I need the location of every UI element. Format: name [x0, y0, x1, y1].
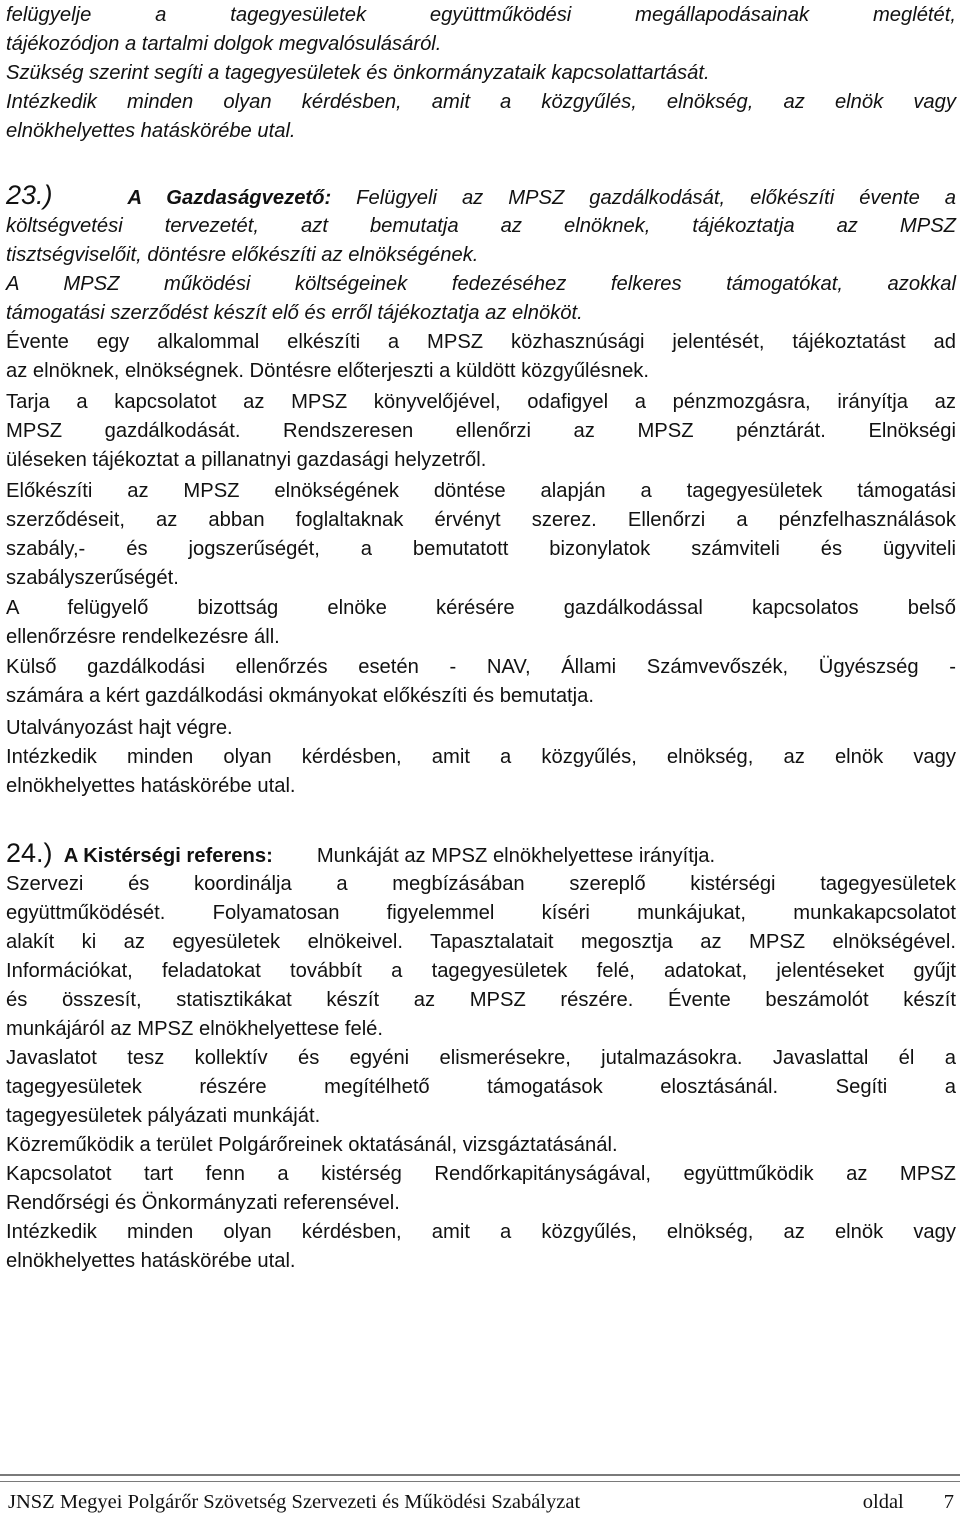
text-line: Szervezi és koordinálja a megbízásában szereplő kistérségi tagegyesületek	[6, 873, 956, 895]
text-line: elnökhelyettes hatáskörébe utal.	[6, 120, 296, 142]
section-heading: A Gazdaságvezető:	[127, 187, 332, 209]
section-24-heading-line	[6, 836, 956, 870]
text-line: az elnöknek, elnökségnek. Döntésre előterjeszti a küldött közgyűlésnek.	[6, 360, 650, 382]
text-line: tájékozódjon a tartalmi dolgok megvalósulásáról.	[6, 33, 442, 55]
section-number: 23.)	[6, 180, 53, 210]
text-line: tagegyesületek pályázati munkáját.	[6, 1105, 321, 1127]
text-line: tisztségviselőit, döntésre előkészíti az elnökségének.	[6, 244, 479, 266]
text-line: A MPSZ működési költségeinek fedezéséhez felkeres támogatókat, azokkal	[6, 273, 956, 295]
text-line: Intézkedik minden olyan kérdésben, amit a közgyűlés, elnökség, az elnök vagy	[6, 1221, 956, 1243]
text-line: Rendőrségi és Önkormányzati referensével.	[6, 1192, 400, 1214]
text-line: Felügyeli az MPSZ gazdálkodását, előkészíti évente a	[331, 187, 957, 209]
text-line: Szükség szerint segíti a tagegyesületek és önkormányzataik kapcsolattartását.	[6, 62, 710, 84]
text-line: Tarja a kapcsolatot az MPSZ könyvelőjével, odafigyel a pénzmozgásra, irányítja az	[6, 391, 956, 413]
text-line: felügyelje a tagegyesületek együttműködési megállapodásainak meglétét,	[6, 4, 956, 26]
text-line: Előkészíti az MPSZ elnökségének döntése alapján a tagegyesületek támogatási	[6, 480, 956, 502]
section-heading: A Kistérségi referens:	[63, 845, 273, 867]
section-number: 24.)	[6, 838, 53, 868]
text-line: szabályszerűségét.	[6, 567, 179, 589]
text-line: Intézkedik minden olyan kérdésben, amit a közgyűlés, elnökség, az elnök vagy	[6, 91, 956, 113]
text-line: munkájáról az MPSZ elnökhelyettese felé.	[6, 1018, 384, 1040]
text-line: elnökhelyettes hatáskörébe utal.	[6, 775, 296, 797]
text-line: támogatási szerződést készít elő és erről tájékoztatja az elnököt.	[6, 302, 583, 324]
text-line: szerződéseit, az abban foglaltaknak érvényt szerez. Ellenőrzi a pénzfelhasználások	[6, 509, 956, 531]
footer-divider	[0, 1474, 960, 1482]
page-number: 7	[943, 1491, 954, 1513]
text-line: Évente egy alkalommal elkészíti a MPSZ közhasznúsági jelentését, tájékoztatást ad	[6, 331, 956, 353]
text-line: együttműködését. Folyamatosan figyelemmel kíséri munkájukat, munkakapcsolatot	[6, 902, 956, 924]
section-23-heading-line	[6, 178, 956, 212]
text-line: Információkat, feladatokat továbbít a tagegyesületek felé, adatokat, jelentéseket gyűjt	[6, 960, 956, 982]
text-line: költségvetési tervezetét, azt bemutatja az elnöknek, tájékoztatja az MPSZ	[6, 215, 956, 237]
text-line: Utalványozást hajt végre.	[6, 717, 233, 739]
text-line: szabály,- és jogszerűségét, a bemutatott bizonylatok számviteli és ügyviteli	[6, 538, 956, 560]
text-line: üléseken tájékoztat a pillanatnyi gazdasági helyzetről.	[6, 449, 487, 471]
text-line: Kapcsolatot tart fenn a kistérség Rendőrkapitányságával, együttműködik az MPSZ	[6, 1163, 956, 1185]
text-line: Közreműködik a terület Polgárőreinek oktatásánál, vizsgáztatásánál.	[6, 1134, 618, 1156]
page-indicator	[863, 1489, 954, 1515]
footer-title: JNSZ Megyei Polgárőr Szövetség Szervezeti és Működési Szabályzat	[8, 1491, 581, 1513]
text-line: ellenőrzésre rendelkezésre áll.	[6, 626, 280, 648]
page-label: oldal	[862, 1491, 904, 1513]
text-line: MPSZ gazdálkodását. Rendszeresen ellenőrzi az MPSZ pénztárát. Elnökségi	[6, 420, 956, 442]
text-line: A felügyelő bizottság elnöke kérésére gazdálkodással kapcsolatos belső	[6, 597, 956, 619]
text-line: és összesít, statisztikákat készít az MPSZ részére. Évente beszámolót készít	[6, 989, 956, 1011]
text-line: Külső gazdálkodási ellenőrzés esetén - NAV, Állami Számvevőszék, Ügyészség -	[6, 656, 956, 678]
text-line: elnökhelyettes hatáskörébe utal.	[6, 1250, 296, 1272]
text-line: alakít ki az egyesületek elnökeivel. Tapasztalatait megosztja az MPSZ elnökségével.	[6, 931, 956, 953]
text-line: Javaslatot tesz kollektív és egyéni elismerésekre, jutalmazásokra. Javaslattal él a	[6, 1047, 956, 1069]
page-footer	[8, 1489, 954, 1515]
text-line: Munkáját az MPSZ elnökhelyettese irányítja.	[316, 845, 716, 867]
text-line: tagegyesületek részére megítélhető támogatások elosztásánál. Segíti a	[6, 1076, 956, 1098]
text-line: számára a kért gazdálkodási okmányokat előkészíti és bemutatja.	[6, 685, 594, 707]
text-line: Intézkedik minden olyan kérdésben, amit a közgyűlés, elnökség, az elnök vagy	[6, 746, 956, 768]
